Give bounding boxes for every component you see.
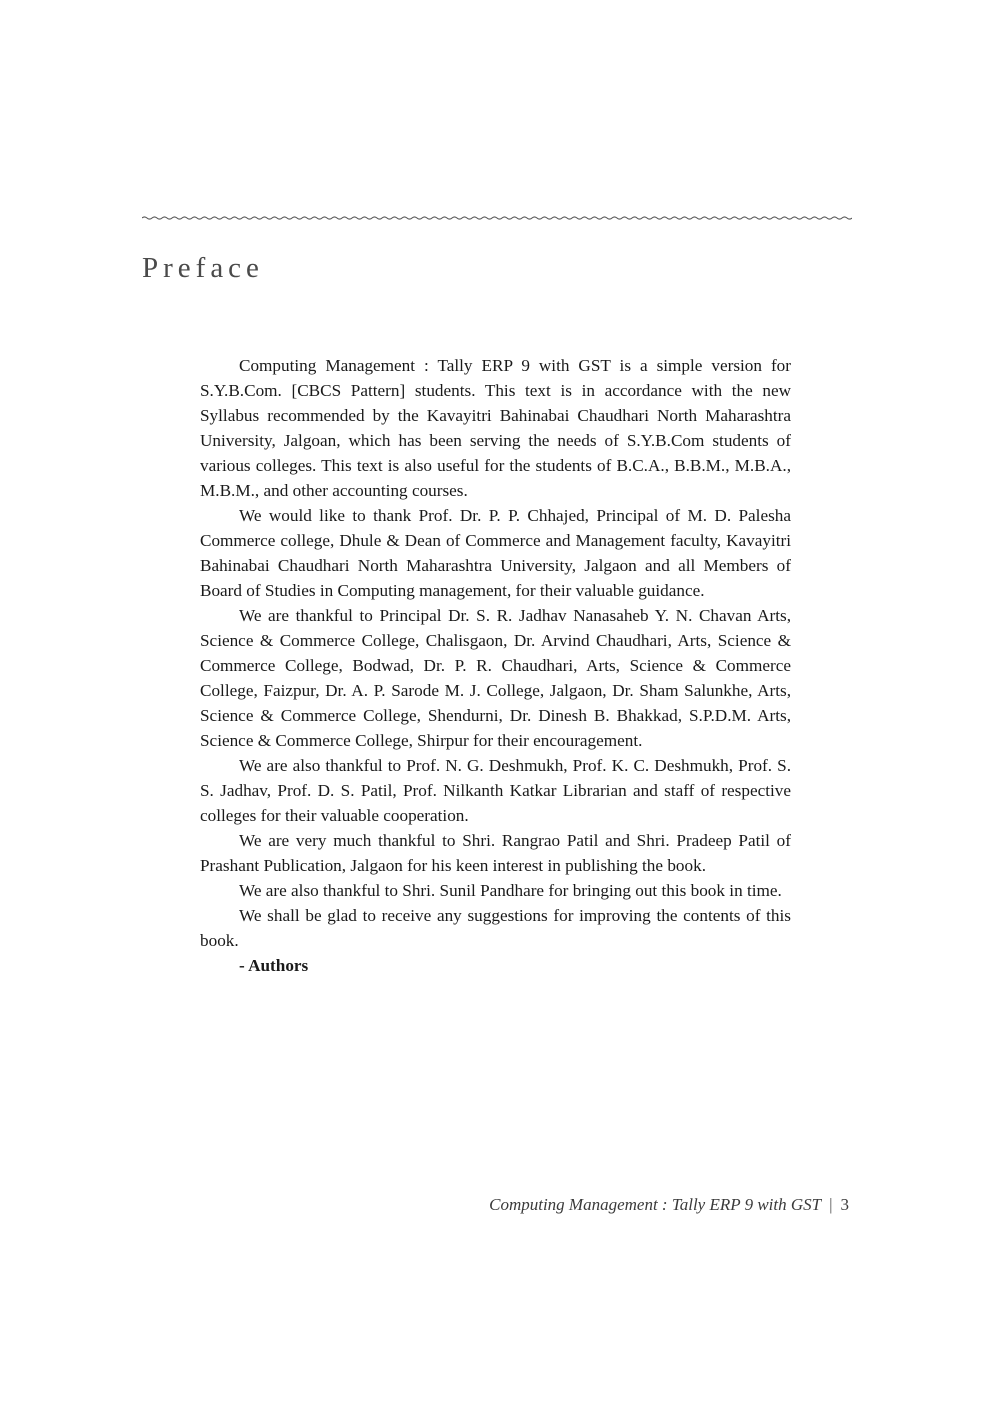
page-number: 3 xyxy=(840,1195,849,1214)
paragraph-4: We are also thankful to Prof. N. G. Deshmukh, Prof. K. C. Deshmukh, Prof. S. S. Jadhav, Prof. D. S. Patil, Prof. Nilkanth Katkar Librarian and staff of respective colleges for their valuable cooperation. xyxy=(200,756,791,825)
wavy-divider xyxy=(142,208,852,228)
page-title: Preface xyxy=(142,252,264,284)
page-footer xyxy=(489,1193,849,1217)
footer-book-title: Computing Management : Tally ERP 9 with GST xyxy=(489,1195,822,1214)
paragraph-5: We are very much thankful to Shri. Rangrao Patil and Shri. Pradeep Patil of Prashant Publication, Jalgaon for his keen interest in publishing the book. xyxy=(200,831,791,875)
paragraph-6: We are also thankful to Shri. Sunil Pandhare for bringing out this book in time. xyxy=(239,881,782,900)
paragraph-3: We are thankful to Principal Dr. S. R. Jadhav Nanasaheb Y. N. Chavan Arts, Science & Commerce College, Chalisgaon, Dr. Arvind Chaudhari, Arts, Science & Commerce College, Bodwad, Dr. P. R. Chaudhari, Arts, Science & Commerce College, Faizpur, Dr. A. P. Sarode M. J. College, Jalgaon, Dr. Sham Salunkhe, Arts, Science & Commerce College, Shendurni, Dr. Dinesh B. Bhakkad, S.P.D.M. Arts, Science & Commerce College, Shirpur for their encouragement. xyxy=(200,606,791,750)
paragraph-1: Computing Management : Tally ERP 9 with GST is a simple version for S.Y.B.Com. [CBCS Pattern] students. This text is in accordance with the new Syllabus recommended by the Kavayitri Bahinabai Chaudhari North Maharashtra University, Jalgoan, which has been serving the needs of S.Y.B.Com students of various colleges. This text is also useful for the students of B.C.A., B.B.M., M.B.A., M.B.M., and other accounting courses. xyxy=(200,356,791,500)
footer-separator: | xyxy=(829,1195,833,1214)
preface-body xyxy=(200,353,791,978)
paragraph-2: We would like to thank Prof. Dr. P. P. Chhajed, Principal of M. D. Palesha Commerce college, Dhule & Dean of Commerce and Management faculty, Kavayitri Bahinabai Chaudhari North Maharashtra University, Jalgaon and all Members of Board of Studies in Computing management, for their valuable guidance. xyxy=(200,506,791,600)
paragraph-7: We shall be glad to receive any suggestions for improving the contents of this book. xyxy=(200,906,791,950)
signature: - Authors xyxy=(239,956,309,975)
